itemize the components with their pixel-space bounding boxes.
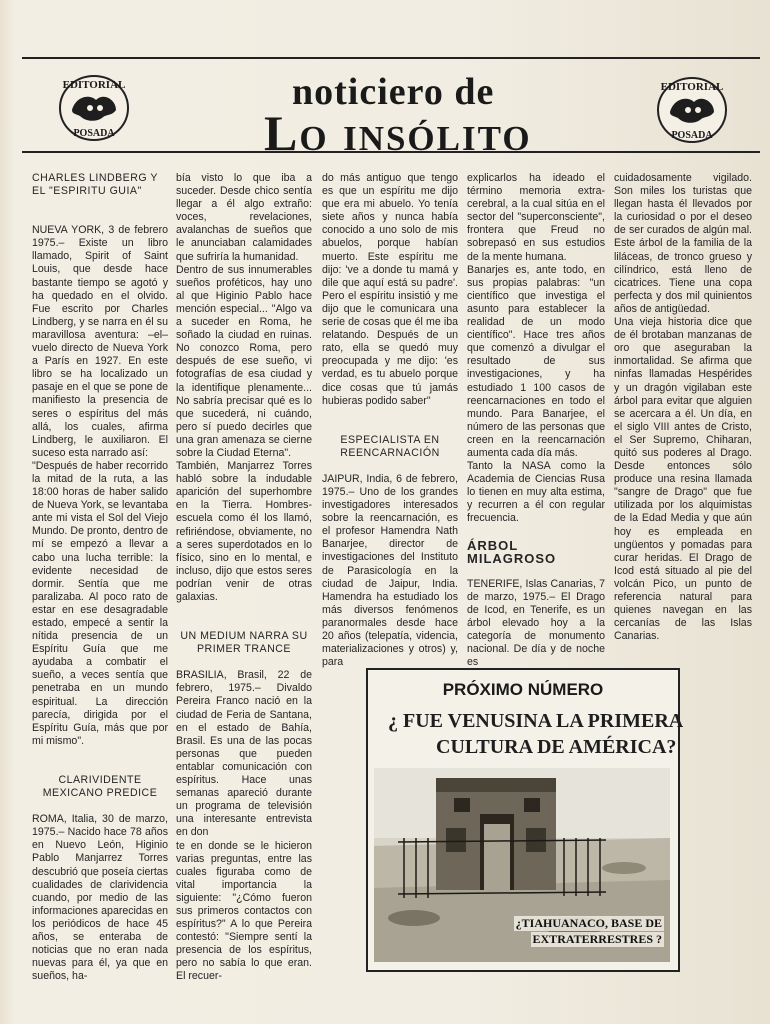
editorial-posada-logo-left: [56, 70, 132, 146]
photo-caption-line-1: ¿TIAHUANACO, BASE DE: [515, 916, 662, 930]
article-heading-arbol: ÁRBOL MILAGROSO: [467, 537, 557, 566]
photo-caption-line-2: EXTRATERRESTRES ?: [532, 932, 662, 946]
logo-text-top: EDITORIAL: [660, 81, 724, 93]
article-paragraph: ROMA, Italia, 30 de marzo, 1975.– Nacido hace 78 años en Nuevo León, Higinio Pablo Manjarrez Torres descubrió que poseía ciertas cualidades de clarividencia cuando, por medio de las informaciones aparecidas en los periódicos de hace 45 años, se enteraba de noticias que no eran nada nuevas para él, ya que en sueños, ha-: [32, 813, 168, 983]
article-paragraph: TENERIFE, Islas Canarias, 7 de marzo, 1975.– El Drago de Icod, en Tenerife, es un árbol elevado hoy a la categoría de monumento nacional. De día y de noche es: [467, 577, 605, 669]
masthead-line-2: Lo insólito: [264, 105, 532, 161]
article-paragraph: do más antiguo que tengo es que un espíritu me dijo que era mi abuelo. Yo tenía siete años y nunca había conocido a uno solo de mis abuelos, porque habían muerto. Este espíritu me dijo: 've a donde tu mamá y dile que aquí está su padre'. Pero el espíritu insistió y me dijo que le comunicara una serie de cosas que él me iba relatando. Después de un rato, ella se quedó muy preocupada y me dijo: 'es verdad, es tu abuelo porque dice cosas que tú jamás hubieras podido saber": [322, 172, 458, 407]
masthead-line-1: noticiero de: [292, 71, 495, 113]
column-5: [614, 172, 752, 657]
column-4: [467, 172, 605, 669]
article-paragraph: cuidadosamente vigilado. Son miles los turistas que llegan hasta él llevados por la curiosidad o por el deseo de ser curados de algún mal. Este árbol de la familia de la liláceas, de tronco grueso y cilíndrico, está lleno de cicatrices. Tiene una copa perfecta y dos mil quinientos años de antigüedad.: [614, 172, 752, 315]
article-paragraph: explicarlos ha ideado el término memoria extra-cerebral, a la cual sitúa en el sector del "superconsciente", frontera que Freud no sobrepasó en sus estudios de la mente humana.: [467, 172, 605, 263]
article-paragraph: NUEVA YORK, 3 de febrero 1975.– Existe un libro llamado, Spirit of Saint Louis, que desde hace bastante tiempo se agotó y ha quedado en el olvido. Fue escrito por Charles Lindberg, y se narra en él su maravillosa aventura: –el– vuelo directo de Nueva York a París en 1927. En este libro se ha localizado un pasaje en el que se pone de manifiesto la presencia de seres o espíritus del más allá, los cuales, afirma Lindberg, le auxiliaron. El suceso esta narrado así:: [32, 224, 168, 459]
article-paragraph: JAIPUR, India, 6 de febrero, 1975.– Uno de los grandes investigadores interesados sobre la reencarnación, es el profesor Hamendra Nath Banarjee, director de investigaciones del Instituto de Parasicología en la ciudad de Jaipur, India. Hamendra ha estudiado los más diversos fenómenos paranormales desde hace 20 años (telepatía, videncia, materializaciones y otros) y, para: [322, 472, 458, 669]
article-paragraph: "Después de haber recorrido la mitad de la ruta, a las 18:00 horas de haber salido de Nueva York, se levantaba ante mi vista el Sol del Viejo Mundo. De pronto, dentro de mí se empezó a llevar a cabo una lucha terrible: la evidente necesidad de dormir. Sentía que me paralizaba. Al poco rato de estar en ese desagradable estado, empecé a sentir la nítida presencia de un Espíritu Guía que me ayudaba a combatir el sueño, a veces sentía que penetraba en un mundo espiritual. La dirección parecía, dirigida por el Espíritu Guía, más que por mi mismo".: [32, 459, 168, 747]
next-issue-box: [366, 668, 684, 972]
column-2: [176, 172, 312, 983]
top-rule: [22, 57, 760, 59]
logo-text-bottom: POSADA: [73, 128, 115, 139]
article-paragraph: Banarjes es, ante todo, en sus propias palabras: "un científico que investiga el asunto para establecer la realidad de un modo científico". Hace tres años que comenzó a divulgar el resultado de sus investigaciones, y ha estudiado 1 100 casos de reencarnaciones en todo el mundo. Para Banarjee, el número de las personas que creen en la reencarnación aumenta cada día más.: [467, 263, 605, 459]
editorial-posada-logo-right: [654, 72, 730, 148]
article-paragraph: bía visto lo que iba a suceder. Desde chico sentía llegar a él algo extraño: voces, revelaciones, avalanchas de sueños que le anunciaban calamidades que sufriría la humanidad.: [176, 172, 312, 263]
article-paragraph: te en donde se le hicieron varias preguntas, entre las cuales figuraba como de vital importancia la siguiente: "¿Cómo fueron sus primeros contactos con espíritus?" A lo que Pereira contestó: "Siempre sentí la presencia de los espíritus, pero no sabía lo que eran. El recuer-: [176, 839, 312, 983]
next-issue-question-line-2: CULTURA DE AMÉRICA?: [436, 736, 677, 758]
next-issue-heading: PRÓXIMO NÚMERO: [442, 680, 604, 699]
article-paragraph: También, Manjarrez Torres habló sobre la indudable aparición del superhombre en la Tierra. Hombres-escuela como él los llamó, refiriéndose, obviamente, no a seres superdotados en lo físico, sino en lo mental, e incluso, dijo que estos seres podrían venir de otras galaxias.: [176, 460, 312, 603]
next-issue-question-line-1: ¿ FUE VENUSINA LA PRIMERA: [388, 710, 684, 732]
logo-text-top: EDITORIAL: [62, 79, 126, 91]
article-heading-reencarnacion: ESPECIALISTA EN REENCARNACIÓN: [340, 433, 440, 459]
article-heading-medium: UN MEDIUM NARRA SU PRIMER TRANCE: [180, 630, 308, 656]
article-heading-lindberg: CHARLES LINDBERG Y EL "ESPIRITU GUIA": [32, 172, 158, 198]
column-1: [32, 172, 168, 983]
article-paragraph: Tanto la NASA como la Academia de Ciencias Rusa lo tienen en muy alta estima, y recurren a él con regular frecuencia.: [467, 460, 605, 525]
article-heading-clarividente: CLARIVIDENTE MEXICANO PREDICE: [42, 773, 158, 800]
article-paragraph: BRASILIA, Brasil, 22 de febrero, 1975.– Divaldo Pereira Franco nació en la ciudad de Feria de Santana, en el estado de Bahía, Brasil. Es una de las pocas personas que pueden entablar comunicación con espíritus. Hace unas semanas apareció durante un programa de televisión una interesante entrevista en don: [176, 669, 312, 839]
column-3: [322, 172, 458, 669]
article-paragraph: Una vieja historia dice que de él brotaban manzanas de oro que aseguraban la inmortalidad. Se afirma que ninfas llamadas Hespérides y un dragón vigilaban este árbol para evitar que alguien se acercara a él. Un día, en el siglo VIII antes de Cristo, el Ser Supremo, Chiharan, quitó sus poderes al Drago. Desde entonces sólo produce una resina llamada "sangre de Drago" que fue utilizada por los alquimistas de la Edad Media y que aún hoy es empleada en ungüentos y pomadas para curar heridas. El Drago de Icod está situado al pie del volcán Pico, un punto de referencia natural para quienes navegan en las cercanías de las Islas Canarias.: [614, 316, 752, 643]
article-paragraph: Dentro de sus innumerables sueños proféticos, hay uno al que Higinio Pablo hace mención especial... "Algo va a suceder en Roma, he soñado la ciudad en ruinas. No conozco Roma, pero después de ese sueño, vi fotografías de esa ciudad y la identifique plenamente... No sabría precisar qué es lo que sucederá, ni cuándo, pero sí puedo decirles que una gran amenaza se cierne sobre la Ciudad Eterna".: [176, 263, 312, 459]
logo-text-bottom: POSADA: [671, 130, 713, 141]
